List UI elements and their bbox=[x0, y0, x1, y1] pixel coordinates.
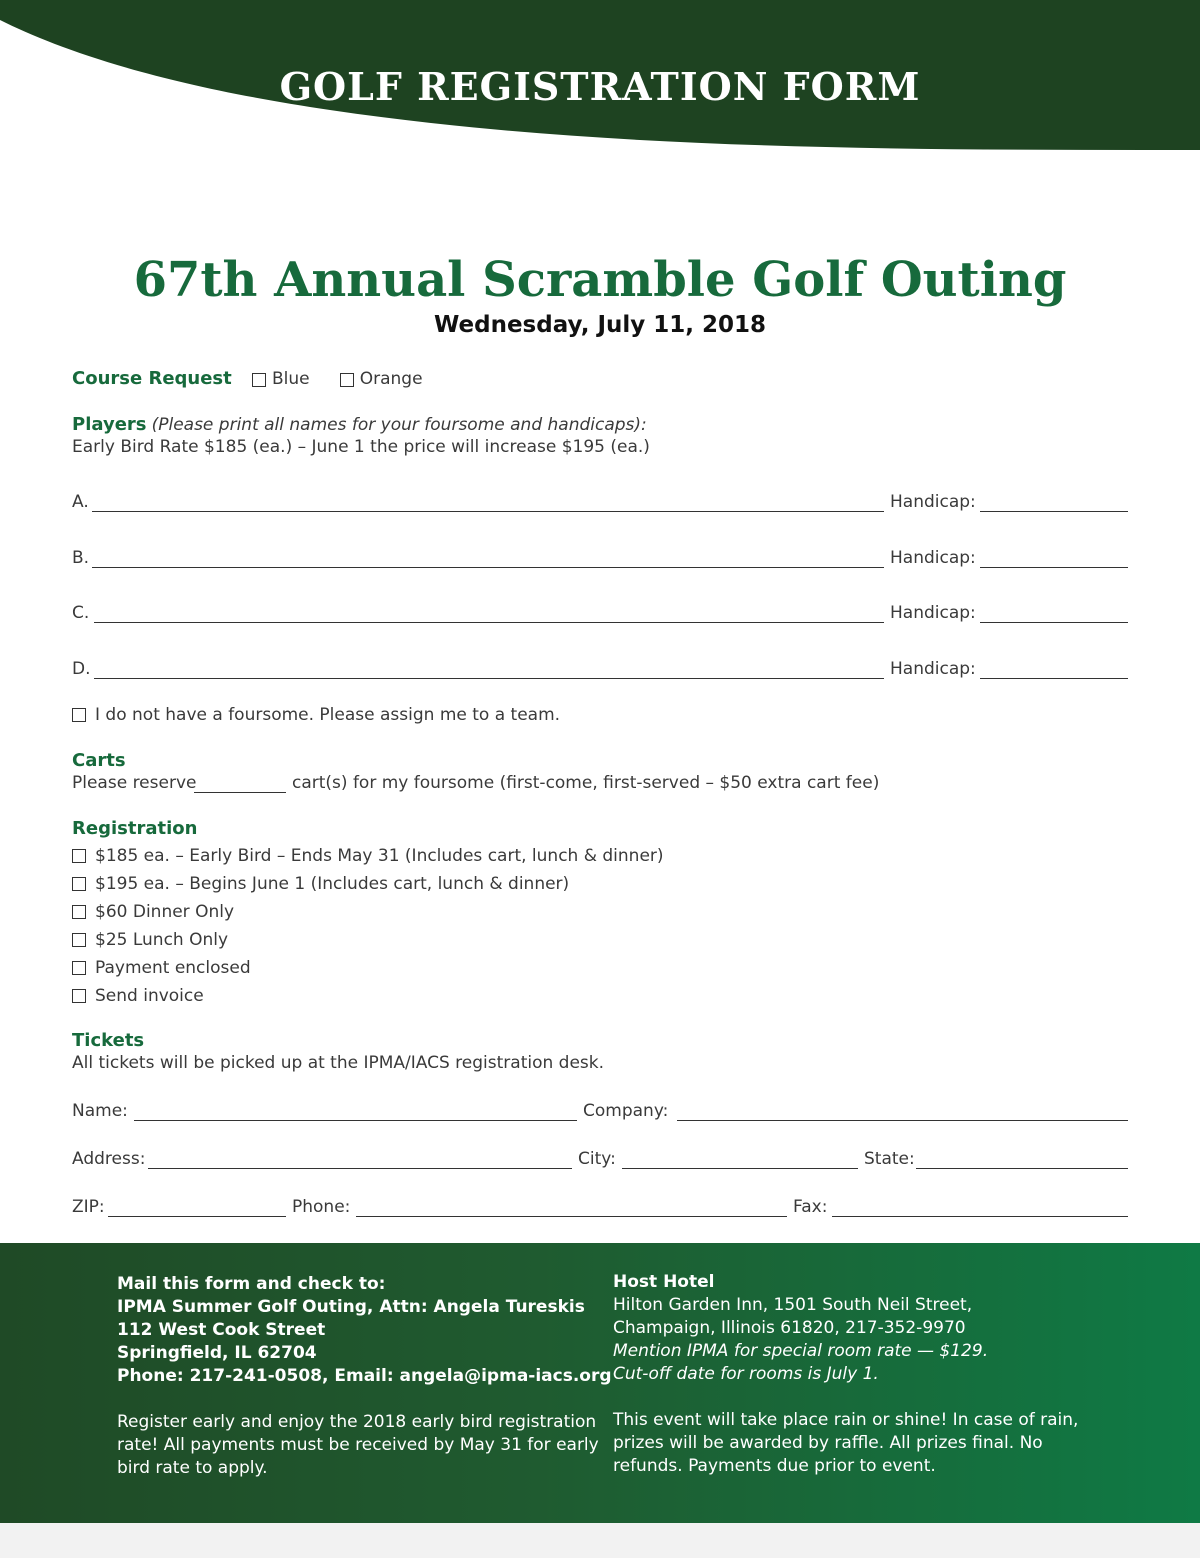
registration-option[interactable] bbox=[72, 958, 251, 980]
registration-option[interactable] bbox=[72, 874, 569, 896]
phone-label: Phone: bbox=[292, 1197, 351, 1217]
mail-city: Springfield, IL 62704 bbox=[117, 1343, 317, 1363]
player-b-name-field[interactable] bbox=[92, 567, 884, 568]
registration-option-label: Payment enclosed bbox=[95, 958, 251, 978]
carts-label: Carts bbox=[72, 750, 126, 771]
form-title: GOLF REGISTRATION FORM bbox=[279, 64, 921, 109]
hotel-cutoff-note: Cut-off date for rooms is July 1. bbox=[613, 1364, 879, 1384]
player-letter: D. bbox=[72, 659, 91, 679]
hotel-rate-note: Mention IPMA for special room rate — $129. bbox=[613, 1341, 989, 1361]
player-letter: A. bbox=[72, 492, 89, 512]
event-title: 67th Annual Scramble Golf Outing bbox=[133, 252, 1067, 308]
name-field[interactable] bbox=[134, 1120, 577, 1121]
no-foursome-option[interactable] bbox=[72, 705, 560, 727]
course-blue-checkbox[interactable] bbox=[252, 373, 266, 387]
players-rate: Early Bird Rate $185 (ea.) – June 1 the price will increase $195 (ea.) bbox=[72, 437, 650, 457]
registration-option-label: $195 ea. – Begins June 1 (Includes cart, lunch & dinner) bbox=[95, 874, 570, 894]
mail-note-line: bird rate to apply. bbox=[117, 1458, 268, 1478]
cart-count-field[interactable] bbox=[194, 792, 286, 793]
players-label: Players bbox=[72, 414, 147, 435]
bottom-margin bbox=[0, 1523, 1200, 1558]
registration-checkbox[interactable] bbox=[72, 849, 86, 863]
registration-checkbox[interactable] bbox=[72, 989, 86, 1003]
tickets-note: All tickets will be picked up at the IPMA/IACS registration desk. bbox=[72, 1053, 605, 1073]
player-c-handicap-field[interactable] bbox=[980, 622, 1128, 623]
player-b-handicap-field[interactable] bbox=[980, 567, 1128, 568]
tickets-label: Tickets bbox=[72, 1030, 145, 1051]
player-row-d bbox=[72, 659, 91, 681]
phone-field[interactable] bbox=[356, 1216, 787, 1217]
course-blue-label: Blue bbox=[271, 369, 310, 389]
player-d-name-field[interactable] bbox=[94, 678, 884, 679]
state-field[interactable] bbox=[916, 1168, 1128, 1169]
player-d-handicap-field[interactable] bbox=[980, 678, 1128, 679]
course-request bbox=[72, 368, 423, 389]
footer-panel bbox=[0, 1243, 1200, 1523]
registration-option[interactable] bbox=[72, 846, 664, 868]
player-row-c bbox=[72, 603, 89, 625]
event-policy-line: prizes will be awarded by raffle. All prizes final. No bbox=[613, 1433, 1043, 1453]
event-policy-line: This event will take place rain or shine! In case of rain, bbox=[613, 1410, 1079, 1430]
registration-option-label: $25 Lunch Only bbox=[95, 930, 229, 950]
mail-info bbox=[117, 1273, 612, 1480]
fax-field[interactable] bbox=[832, 1216, 1128, 1217]
registration-label: Registration bbox=[72, 818, 198, 839]
fax-label: Fax: bbox=[793, 1197, 828, 1217]
hotel-address: Champaign, Illinois 61820, 217-352-9970 bbox=[613, 1318, 966, 1338]
course-blue-option[interactable] bbox=[252, 369, 315, 388]
course-orange-checkbox[interactable] bbox=[340, 373, 354, 387]
player-row-b bbox=[72, 548, 89, 570]
address-field[interactable] bbox=[148, 1168, 572, 1169]
company-label: Company: bbox=[583, 1101, 669, 1121]
registration-option-label: Send invoice bbox=[95, 986, 204, 1006]
address-label: Address: bbox=[72, 1149, 146, 1169]
players-instruction: (Please print all names for your foursome and handicaps): bbox=[151, 415, 647, 435]
handicap-label: Handicap: bbox=[890, 659, 976, 679]
player-letter: B. bbox=[72, 548, 90, 568]
mail-note-line: rate! All payments must be received by May 31 for early bbox=[117, 1435, 599, 1455]
registration-checkbox[interactable] bbox=[72, 961, 86, 975]
no-foursome-label: I do not have a foursome. Please assign me to a team. bbox=[95, 705, 561, 725]
event-policy-line: refunds. Payments due prior to event. bbox=[613, 1456, 936, 1476]
course-orange-label: Orange bbox=[359, 369, 423, 389]
registration-checkbox[interactable] bbox=[72, 933, 86, 947]
mail-note-line: Register early and enjoy the 2018 early bird registration bbox=[117, 1412, 597, 1432]
mail-recipient: IPMA Summer Golf Outing, Attn: Angela Tureskis bbox=[117, 1297, 585, 1317]
course-orange-option[interactable] bbox=[340, 369, 423, 388]
registration-option-label: $60 Dinner Only bbox=[95, 902, 235, 922]
zip-label: ZIP: bbox=[72, 1197, 105, 1217]
course-request-label: Course Request bbox=[72, 368, 232, 389]
handicap-label: Handicap: bbox=[890, 548, 976, 568]
registration-option-label: $185 ea. – Early Bird – Ends May 31 (Includes cart, lunch & dinner) bbox=[95, 846, 664, 866]
player-c-name-field[interactable] bbox=[94, 622, 884, 623]
hotel-heading: Host Hotel bbox=[613, 1272, 715, 1292]
no-foursome-checkbox[interactable] bbox=[72, 708, 86, 722]
players-heading bbox=[72, 414, 647, 435]
state-label: State: bbox=[864, 1149, 915, 1169]
event-date: Wednesday, July 11, 2018 bbox=[433, 312, 767, 338]
hotel-address: Hilton Garden Inn, 1501 South Neil Street, bbox=[613, 1295, 973, 1315]
handicap-label: Handicap: bbox=[890, 492, 976, 512]
player-letter: C. bbox=[72, 603, 90, 623]
registration-checkbox[interactable] bbox=[72, 877, 86, 891]
player-a-handicap-field[interactable] bbox=[980, 511, 1128, 512]
name-label: Name: bbox=[72, 1101, 128, 1121]
zip-field[interactable] bbox=[108, 1216, 286, 1217]
handicap-label: Handicap: bbox=[890, 603, 976, 623]
registration-checkbox[interactable] bbox=[72, 905, 86, 919]
mail-heading: Mail this form and check to: bbox=[117, 1274, 386, 1294]
registration-option[interactable] bbox=[72, 930, 228, 952]
carts-text-before: Please reserve bbox=[72, 773, 197, 793]
player-row-a bbox=[72, 492, 89, 514]
company-field[interactable] bbox=[677, 1120, 1128, 1121]
city-field[interactable] bbox=[622, 1168, 858, 1169]
registration-option[interactable] bbox=[72, 986, 204, 1008]
mail-street: 112 West Cook Street bbox=[117, 1320, 326, 1340]
hotel-info bbox=[613, 1271, 1083, 1478]
player-a-name-field[interactable] bbox=[92, 511, 884, 512]
carts-text-after: cart(s) for my foursome (first-come, first-served – $50 extra cart fee) bbox=[292, 773, 880, 793]
city-label: City: bbox=[578, 1149, 616, 1169]
registration-option[interactable] bbox=[72, 902, 234, 924]
mail-contact: Phone: 217-241-0508, Email: angela@ipma-iacs.org bbox=[117, 1366, 612, 1386]
